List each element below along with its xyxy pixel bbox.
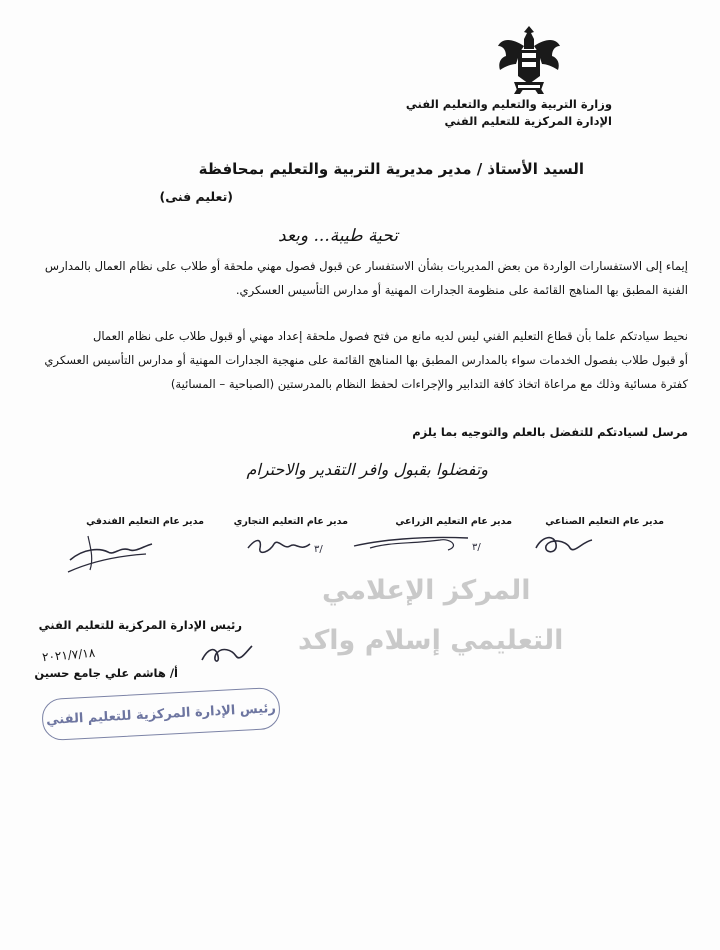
forward-note: مرسل لسيادتكم للتفضل بالعلم والتوجيه بما يلزم [412, 425, 688, 439]
greeting: تحية طيبة... وبعد [278, 226, 398, 246]
director-hospitality-title: مدير عام التعليم الفندقي [86, 516, 204, 527]
paragraph-2-line-1: نحيط سيادتكم علما بأن قطاع التعليم الفني ليس لديه مانع من فتح فصول ملحقة إعداد مهني أو قبول طلاب على نظام العمال [92, 329, 688, 343]
paragraph-1-line-2: الفنية المطبق بها المناهج القائمة على منظومة الجدارات المهنية أو مدارس التأسيس العسكري. [235, 283, 688, 297]
svg-text:٣/: ٣/ [472, 542, 481, 553]
svg-text:٣/: ٣/ [314, 544, 323, 555]
signature-date: ٢٠٢١/٧/١٨ [41, 645, 96, 665]
head-name: أ/ هاشم علي جامع حسين [34, 666, 178, 680]
ministry-name: وزارة التربية والتعليم والتعليم الفني [405, 97, 612, 111]
official-stamp: رئيس الإدارة المركزية للتعليم الفني [41, 687, 281, 741]
signature-agricultural [350, 526, 490, 556]
paragraph-1 [8, 254, 688, 302]
director-commercial-title: مدير عام التعليم التجاري [233, 516, 348, 527]
head-title: رئيس الإدارة المركزية للتعليم الفني [38, 618, 242, 632]
watermark-line-1: المركز الإعلامي [322, 575, 531, 606]
paragraph-2-line-2: أو قبول طلاب بفصول الخدمات سواء بالمدارس المطبق بها المناهج القائمة على منهجية الجدارات المهنية أو مدارس التأسيس العسكري [44, 353, 688, 367]
signature-hospitality [60, 530, 160, 576]
director-industrial-title: مدير عام التعليم الصناعي [545, 516, 664, 527]
paragraph-2-line-3: كفترة مسائية وذلك مع مراعاة اتخاذ كافة التدابير والإجراءات لحفظ النظام بالمدرستين (الصباحية – المسائية) [170, 377, 688, 391]
paragraph-1-line-1: إيماء إلى الاستفسارات الواردة من بعض المديريات بشأن الاستفسار عن قبول فصول مهني ملحقة أو طلاب على نظام العمال بالمدارس [44, 259, 688, 273]
closing-line: وتفضلوا بقبول وافر التقدير والاحترام [246, 460, 488, 479]
director-agricultural-title: مدير عام التعليم الزراعي [395, 516, 512, 527]
eagle-emblem-icon [494, 24, 564, 96]
signature-commercial [240, 530, 330, 560]
addressee: السيد الأستاذ / مدير مديرية التربية والتعليم بمحافظة [198, 160, 584, 178]
paragraph-2 [8, 324, 688, 396]
watermark-line-2: التعليمي إسلام واكد [298, 625, 564, 656]
signature-industrial [532, 528, 596, 560]
signature-head [196, 636, 256, 670]
department-name: الإدارة المركزية للتعليم الفني [444, 114, 612, 128]
branch-note: (تعليم فنى) [159, 189, 233, 204]
